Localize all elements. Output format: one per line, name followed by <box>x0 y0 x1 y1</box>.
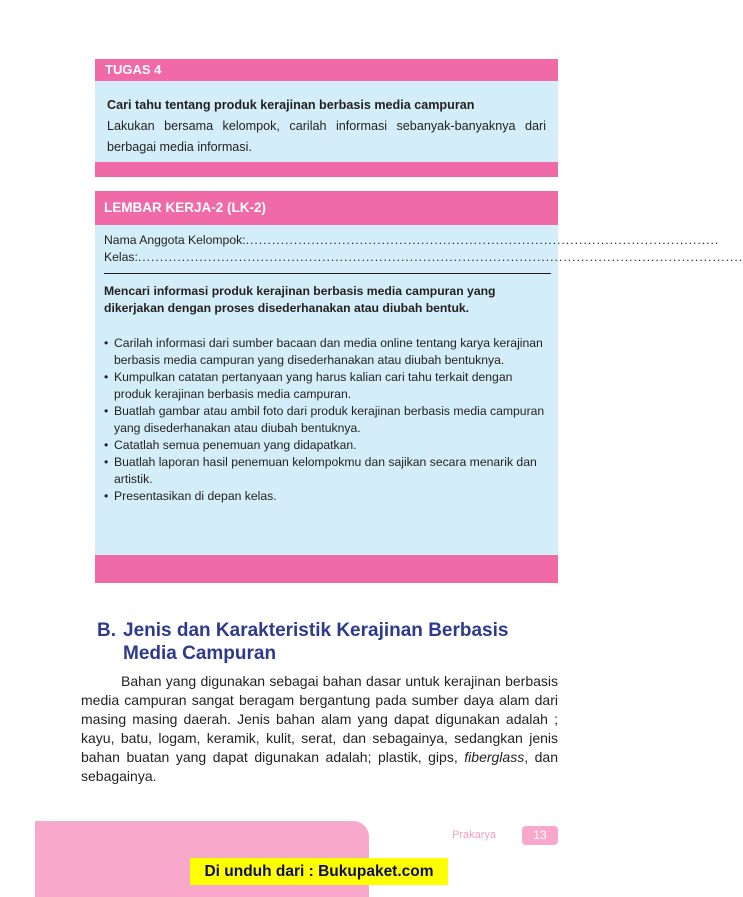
list-item <box>104 335 551 369</box>
nama-anggota-label: Nama Anggota Kelompok: <box>104 233 246 247</box>
paragraph-text-end: , dan sebagainya. <box>81 749 559 784</box>
list-item-text: Kumpulkan catatan pertanyaan yang harus kalian cari tahu terkait dengan produk kerajinan berbasis media campuran. <box>114 370 513 401</box>
bullet-icon: • <box>104 404 109 418</box>
tugas-title: Cari tahu tentang produk kerajinan berbasis media campuran <box>107 98 475 112</box>
body-paragraph <box>81 672 558 786</box>
section-title-line1: Jenis dan Karakteristik Kerajinan Berbasis <box>123 620 509 641</box>
tugas-description: Lakukan bersama kelompok, carilah informasi sebanyak-banyaknya dari berbagai media informasi. <box>107 119 546 154</box>
tugas-body <box>95 81 558 158</box>
kelas-label: Kelas: <box>104 250 138 264</box>
section-heading <box>97 619 567 665</box>
section-title-line2: Media Campuran <box>123 643 277 664</box>
bullet-icon: • <box>104 438 109 452</box>
lembar-kerja-footer-band <box>95 555 558 583</box>
tugas-footer-band <box>95 162 558 177</box>
kelas-row <box>104 249 743 266</box>
nama-anggota-blank: ............................................................................................................ <box>245 233 720 247</box>
kelas-blank: .......................................................................................................................................... <box>137 250 743 264</box>
tugas-box <box>95 59 558 177</box>
divider <box>104 273 551 274</box>
list-item <box>104 454 551 488</box>
list-item-text: Buatlah gambar atau ambil foto dari produk kerajinan berbasis media campuran yang disederhanakan atau diubah bentuknya. <box>114 404 545 435</box>
nama-anggota-row <box>104 232 720 249</box>
paragraph-italic: fiberglass <box>464 749 525 765</box>
task-list <box>104 335 551 505</box>
page-number: 13 <box>522 826 558 845</box>
bullet-icon: • <box>104 336 109 350</box>
list-item-text: Catatlah semua penemuan yang didapatkan. <box>114 438 357 452</box>
bullet-icon: • <box>104 455 109 469</box>
list-item-text: Buatlah laporan hasil penemuan kelompokmu dan sajikan secara menarik dan artistik. <box>114 455 537 486</box>
lembar-kerja-box <box>95 191 743 583</box>
lembar-kerja-header: LEMBAR KERJA-2 (LK-2) <box>95 191 558 225</box>
list-item <box>104 403 551 437</box>
list-item-text: Presentasikan di depan kelas. <box>114 489 277 503</box>
tugas-header: TUGAS 4 <box>95 59 558 81</box>
book-title: Prakarya <box>452 829 497 841</box>
section-number: B. <box>97 620 116 641</box>
list-item-text: Carilah informasi dari sumber bacaan dan media online tentang karya kerajinan berbasis media campuran yang disederhanakan atau diubah bentuknya. <box>114 336 543 367</box>
download-banner[interactable]: Di unduh dari : Bukupaket.com <box>190 858 448 885</box>
lembar-kerja-title: Mencari informasi produk kerajinan berbasis media campuran yang dikerjakan dengan proses disederhanakan atau diubah bentuk. <box>104 284 496 315</box>
list-item <box>104 369 551 403</box>
paragraph-text: Bahan yang digunakan sebagai bahan dasar untuk kerajinan berbasis media campuran sangat beragam bergantung pada sumber daya alam dari masing masing daerah. Jenis bahan alam yang dapat digunakan adalah ; kayu, batu, logam, keramik, kulit, serat, dan sebagainya, sedangkan jenis bahan buatan yang dapat digunakan adalah; plastik, gips, <box>81 673 558 765</box>
list-item <box>104 437 551 454</box>
bullet-icon: • <box>104 489 109 503</box>
lembar-kerja-body <box>95 225 743 505</box>
list-item <box>104 488 551 505</box>
bullet-icon: • <box>104 370 109 384</box>
